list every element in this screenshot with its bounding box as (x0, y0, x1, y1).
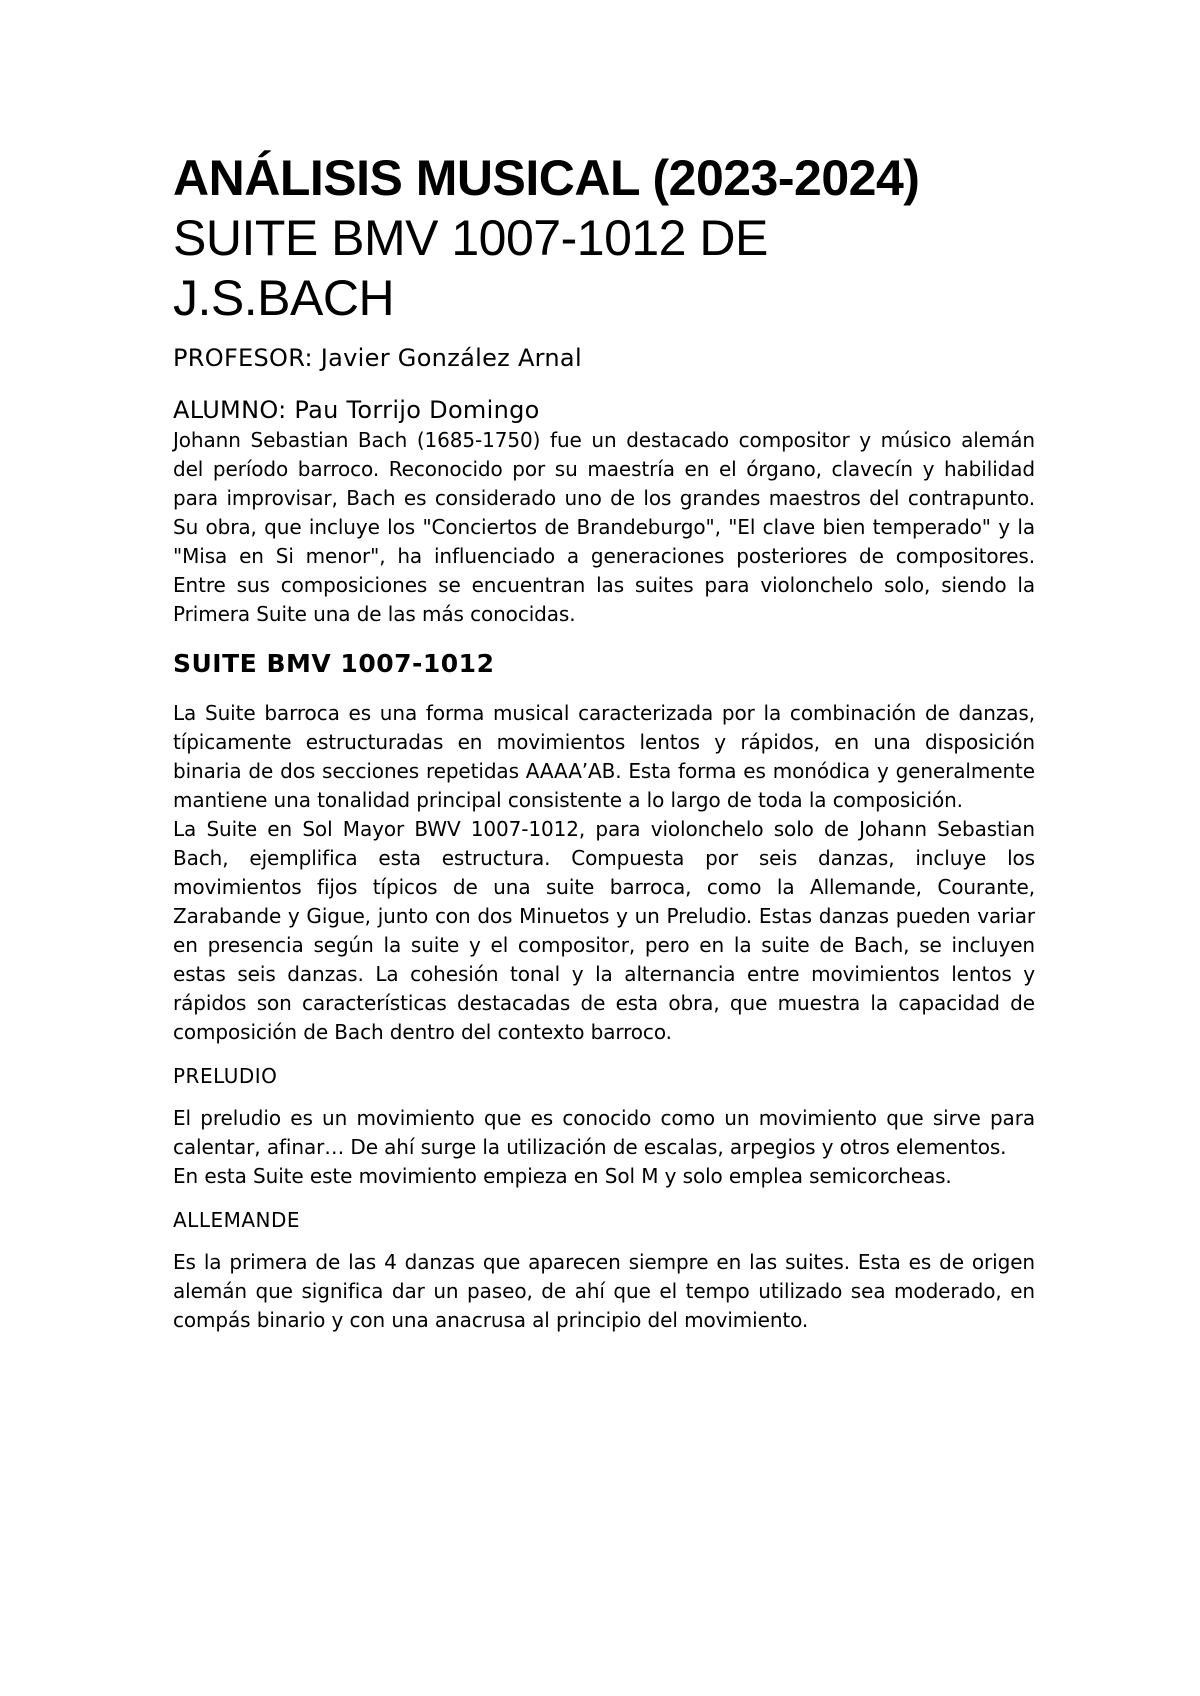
document-subtitle-line-2: J.S.BACH (173, 270, 395, 326)
document-page (173, 148, 1035, 1335)
suite-paragraph-2: La Suite en Sol Mayor BWV 1007-1012, para violonchelo solo de Johann Sebastian Bach, ejemplifica esta estructura. Compuesta por seis danzas, incluye los movimientos fijos típicos de una suite barroca, como la Allemande, Courante, Zarabande y Gigue, junto con dos Minuetos y un Preludio. Estas danzas pueden variar en presencia según la suite y el compositor, pero en la suite de Bach, se incluyen estas seis danzas. La cohesión tonal y la alternancia entre movimientos lentos y rápidos son características destacadas de esta obra, que muestra la capacidad de composición de Bach dentro del contexto barroco. (173, 817, 1035, 1044)
subheading-preludio: PRELUDIO (173, 1064, 278, 1088)
document-title: ANÁLISIS MUSICAL (2023-2024) (173, 150, 920, 206)
document-subtitle-line-1: SUITE BMV 1007-1012 DE (173, 210, 768, 266)
professor-line: PROFESOR: Javier González Arnal (173, 344, 582, 372)
preludio-paragraph-1: El preludio es un movimiento que es conocido como un movimiento que sirve para calentar, afinar… De ahí surge la utilización de escalas, arpegios y otros elementos. (173, 1106, 1035, 1159)
intro-paragraph: Johann Sebastian Bach (1685-1750) fue un destacado compositor y músico alemán del período barroco. Reconocido por su maestría en el órgano, clavecín y habilidad para improvisar, Bach es considerado uno de los grandes maestros del contrapunto. Su obra, que incluye los "Conciertos de Brandeburgo", "El clave bien temperado" y la "Misa en Si menor", ha influenciado a generaciones posteriores de compositores. Entre sus composiciones se encuentran las suites para violonchelo solo, siendo la Primera Suite una de las más conocidas. (173, 428, 1035, 626)
allemande-paragraph-1: Es la primera de las 4 danzas que aparecen siempre en las suites. Esta es de origen alemán que significa dar un paseo, de ahí que el tempo utilizado sea moderado, en compás binario y con una anacrusa al principio del movimiento. (173, 1250, 1035, 1332)
preludio-paragraph-2: En esta Suite este movimiento empieza en Sol M y solo emplea semicorcheas. (173, 1164, 952, 1188)
student-line: ALUMNO: Pau Torrijo Domingo (173, 396, 540, 424)
subheading-allemande: ALLEMANDE (173, 1208, 301, 1232)
suite-paragraph-1: La Suite barroca es una forma musical caracterizada por la combinación de danzas, típicamente estructuradas en movimientos lentos y rápidos, en una disposición binaria de dos secciones repetidas AAAA’AB. Esta forma es monódica y generalmente mantiene una tonalidad principal consistente a lo largo de toda la composición. (173, 701, 1035, 812)
section-heading-suite: SUITE BMV 1007-1012 (173, 649, 495, 678)
